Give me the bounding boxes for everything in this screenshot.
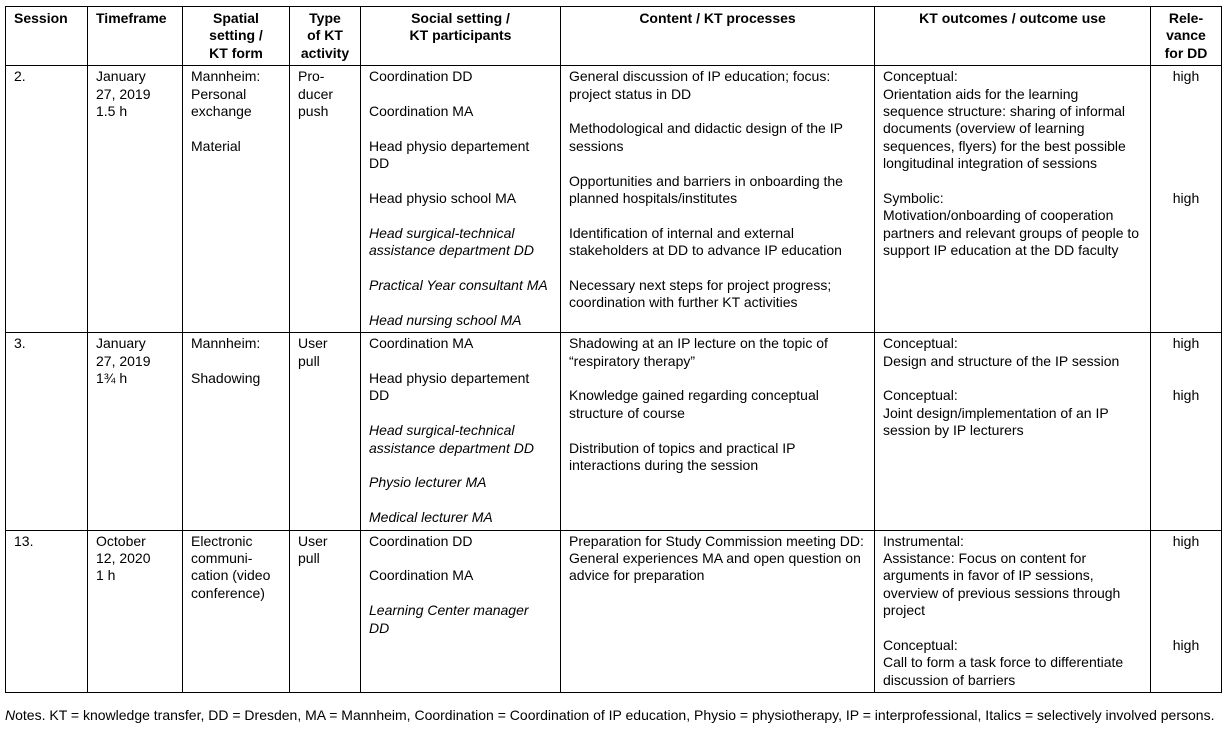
header-type-line: Type (309, 10, 341, 26)
outcome-type: Symbolic: (883, 190, 944, 207)
relevance-value: high (1172, 189, 1200, 206)
timeframe-line: 1¾ h (96, 370, 128, 387)
relevance-value: high (1172, 335, 1200, 352)
content-item: Shadowing at an IP lecture on the topic of “respiratory therapy” (569, 335, 828, 369)
session-cell: 3. (6, 333, 88, 530)
timeframe-line: 1 h (96, 567, 116, 584)
spatial-line: Material (191, 137, 241, 154)
header-row (6, 7, 1222, 66)
kt-activities-table (5, 6, 1222, 693)
participant: Head physio school MA (369, 190, 517, 207)
outcome-type: Conceptual: (883, 637, 958, 654)
participant-selective: Medical lecturer MA (369, 509, 493, 526)
spatial-line: exchange (191, 103, 252, 120)
notes-text: otes. KT = knowledge transfer, DD = Dresden, MA = Mannheim, Coordination = Coordination of IP education, Physio = physiotherapy, IP = interprofessional, Italics = selectively involved persons. (15, 707, 1215, 723)
spatial-line: Mannheim: (191, 335, 261, 352)
participants-cell (361, 333, 561, 530)
timeframe-line: October (96, 532, 146, 549)
relevance-cell (1151, 66, 1222, 333)
timeframe-line: January (96, 335, 146, 352)
content-item: Distribution of topics and practical IP interactions during the session (569, 439, 796, 474)
header-relevance (1151, 7, 1222, 66)
header-social-line: KT participants (409, 27, 512, 44)
spacer (191, 353, 281, 370)
spatial-cell (183, 333, 290, 530)
type-line: User (298, 335, 328, 352)
participant: Head physio departement DD (369, 137, 530, 172)
participant: Coordination DD (369, 532, 473, 549)
spacer (191, 120, 281, 137)
content-item: Necessary next steps for project progress; coordination with further KT activities (569, 277, 832, 311)
session-cell: 2. (6, 66, 88, 333)
type-cell (290, 530, 361, 693)
header-relevance-line: Rele- (1168, 10, 1204, 26)
type-cell (290, 66, 361, 333)
spatial-line: Electronic (191, 532, 253, 549)
content-cell (561, 530, 875, 693)
outcome-type: Conceptual: (883, 68, 958, 85)
relevance-value: high (1172, 68, 1200, 85)
header-content: Content / KT processes (561, 7, 875, 66)
spatial-line: Personal (191, 85, 247, 102)
timeframe-line: 12, 2020 (96, 550, 151, 567)
spatial-line: communi- (191, 550, 253, 567)
outcome-text: Motivation/onboarding of cooperation partners and relevant groups of people to support IP education at the DD faculty (883, 207, 1140, 259)
relevance-value: high (1172, 387, 1200, 404)
spatial-cell (183, 66, 290, 333)
spatial-line: Mannheim: (191, 68, 261, 85)
participant: Coordination DD (369, 68, 473, 85)
header-social (361, 7, 561, 66)
table-row (6, 333, 1222, 530)
header-relevance-line: vance (1166, 27, 1206, 44)
table-notes (5, 707, 1215, 724)
spatial-line: conference) (191, 584, 265, 601)
relevance-value: high (1172, 532, 1200, 549)
type-line: pull (298, 352, 320, 369)
header-relevance-line: for DD (1164, 44, 1208, 61)
type-line: Pro- (298, 68, 325, 85)
spatial-cell (183, 530, 290, 693)
outcome-type: Conceptual: (883, 387, 958, 404)
type-line: pull (298, 550, 320, 567)
participant: Coordination MA (369, 335, 474, 352)
content-cell (561, 66, 875, 333)
header-outcomes: KT outcomes / outcome use (875, 7, 1151, 66)
timeframe-line: 27, 2019 (96, 85, 151, 102)
relevance-cell (1151, 530, 1222, 693)
timeframe-cell (88, 333, 183, 530)
participants-cell (361, 66, 561, 333)
participant: Coordination MA (369, 567, 474, 584)
content-item: Identification of internal and external stakeholders at DD to advance IP education (569, 224, 842, 259)
table-row (6, 66, 1222, 333)
participant-selective: Learning Center manager DD (369, 602, 529, 636)
outcome-type: Conceptual: (883, 335, 958, 352)
type-cell (290, 333, 361, 530)
header-spatial-line: setting / (209, 27, 263, 44)
outcome-type: Instrumental: (883, 532, 964, 549)
timeframe-line: 1.5 h (96, 103, 128, 120)
relevance-cell (1151, 333, 1222, 530)
outcomes-cell (875, 530, 1151, 693)
type-line: push (298, 103, 329, 120)
participant: Coordination MA (369, 103, 474, 120)
header-spatial-line: KT form (209, 44, 263, 61)
timeframe-line: January (96, 68, 146, 85)
spatial-line: Shadowing (191, 370, 261, 387)
content-item: Methodological and didactic design of the IP sessions (569, 120, 843, 154)
outcome-text: Design and structure of the IP session (883, 352, 1120, 369)
content-item: Knowledge gained regarding conceptual structure of course (569, 387, 819, 421)
timeframe-cell (88, 530, 183, 693)
type-line: ducer (298, 85, 334, 102)
timeframe-cell (88, 66, 183, 333)
header-session: Session (6, 7, 88, 66)
header-type-line: of KT (307, 27, 343, 44)
timeframe-line: 27, 2019 (96, 352, 151, 369)
header-timeframe: Timeframe (88, 7, 183, 66)
participant: Head physio departement DD (369, 370, 530, 404)
notes-label: N (5, 707, 16, 723)
participant-selective: Head nursing school MA (369, 311, 522, 328)
spatial-line: cation (video (191, 567, 271, 584)
participant-selective: Head surgical-technical assistance department DD (369, 422, 534, 456)
header-social-line: Social setting / (411, 10, 510, 26)
outcomes-cell (875, 66, 1151, 333)
type-line: User (298, 532, 328, 549)
header-spatial (183, 7, 290, 66)
content-cell (561, 333, 875, 530)
outcome-text: Assistance: Focus on content for arguments in favor of IP sessions, overview of previous sessions through project (883, 550, 1121, 619)
header-spatial-line: Spatial (213, 10, 259, 26)
content-item: Opportunities and barriers in onboarding the planned hospitals/institutes (569, 172, 843, 207)
participant-selective: Physio lecturer MA (369, 474, 487, 491)
session-cell: 13. (6, 530, 88, 693)
header-type (290, 7, 361, 66)
table-row (6, 530, 1222, 693)
outcome-text: Call to form a task force to differentiate discussion of barriers (883, 654, 1124, 688)
header-type-line: activity (300, 44, 350, 61)
relevance-value: high (1172, 636, 1200, 653)
participant-selective: Head surgical-technical assistance department DD (369, 224, 534, 259)
participant-selective: Practical Year consultant MA (369, 277, 548, 294)
content-item: General discussion of IP education; focus: project status in DD (569, 68, 831, 102)
content-item: Preparation for Study Commission meeting DD: General experiences MA and open question on advice for preparation (569, 532, 864, 584)
outcome-text: Joint design/implementation of an IP session by IP lecturers (883, 404, 1109, 439)
participants-cell (361, 530, 561, 693)
outcomes-cell (875, 333, 1151, 530)
outcome-text: Orientation aids for the learning sequence structure: sharing of informal documents (overview of learning sequences, flyers) for the best possible longitudinal integration of sessions (883, 85, 1126, 172)
